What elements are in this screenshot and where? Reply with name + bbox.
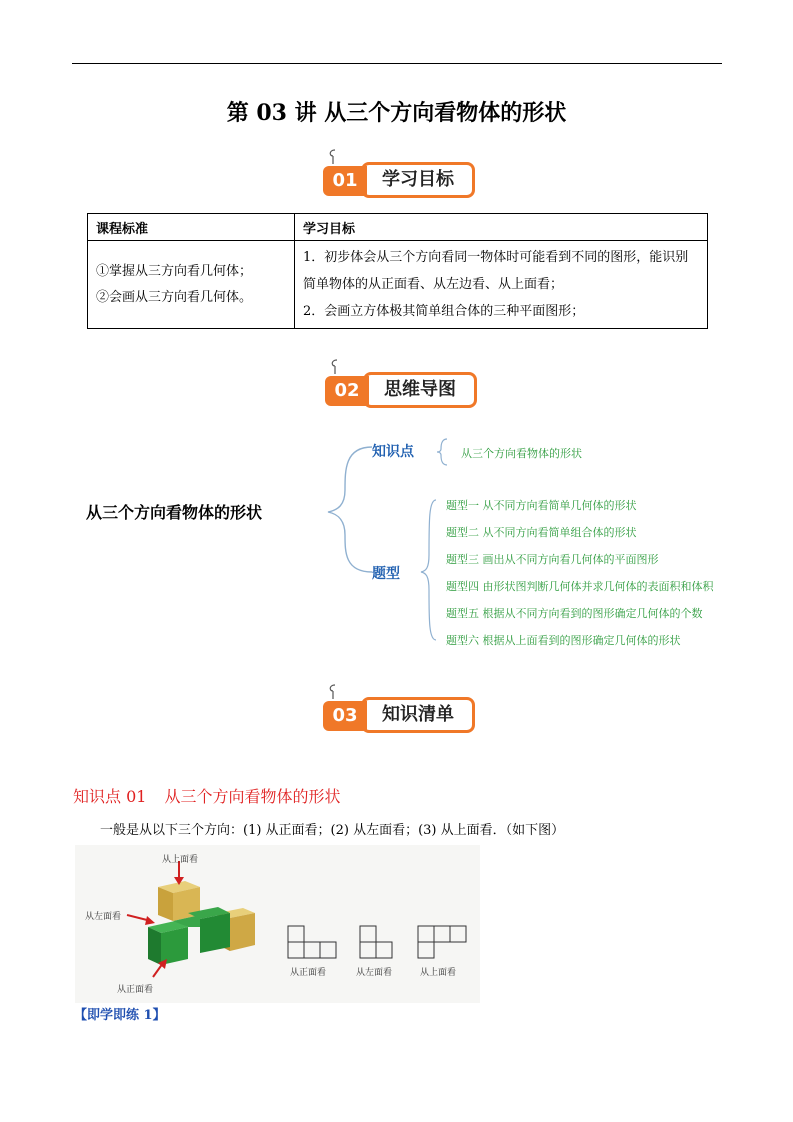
standard-item: ①掌握从三方向看几何体； bbox=[96, 263, 253, 279]
page-title: 第 03 讲 从三个方向看物体的形状 bbox=[226, 100, 567, 126]
section-number: 01 bbox=[323, 166, 367, 196]
mind-map-leaf: 题型三 画出从不同方向看几何体的平面图形 bbox=[446, 553, 659, 566]
mind-map-leaf: 题型五 根据从不同方向看到的图形确定几何体的个数 bbox=[446, 607, 703, 620]
cube-figure bbox=[75, 845, 480, 1003]
mind-map-branch-knowledge: 知识点 bbox=[372, 444, 414, 460]
section-number: 03 bbox=[323, 701, 367, 731]
figure-label-left: 从左面看 bbox=[85, 912, 122, 922]
mind-map-leaf: 题型二 从不同方向看简单组合体的形状 bbox=[446, 526, 637, 539]
table-header: 课程标准 bbox=[88, 214, 295, 241]
mind-map-leaf: 题型四 由形状图判断几何体并求几何体的表面积和体积 bbox=[446, 580, 714, 593]
hook-icon bbox=[327, 683, 339, 699]
objective-item: 1．初步体会从三个方向看同一物体时可能看到不同的图形，能识别简单物体的从正面看、从左边看、从上面看； bbox=[303, 250, 689, 292]
standard-item: ②会画从三方向看几何体。 bbox=[96, 289, 253, 305]
view-caption: 从左面看 bbox=[356, 968, 393, 978]
mind-map-leaf: 从三个方向看物体的形状 bbox=[461, 447, 582, 460]
section-label: 知识清单 bbox=[361, 697, 475, 733]
section-label: 学习目标 bbox=[361, 162, 475, 198]
mind-map-branch-types: 题型 bbox=[372, 566, 400, 582]
mind-map-root: 从三个方向看物体的形状 bbox=[86, 503, 263, 522]
knowledge-heading bbox=[73, 784, 340, 807]
section-number: 02 bbox=[325, 376, 369, 406]
knowledge-number: 知识点 01 bbox=[73, 787, 147, 806]
objective-item: 2．会画立方体极其简单组合体的三种平面图形； bbox=[303, 304, 585, 319]
exercise-label: 【即学即练 1】 bbox=[74, 1008, 166, 1023]
figure-label-top: 从上面看 bbox=[162, 855, 199, 865]
view-caption: 从上面看 bbox=[420, 968, 457, 978]
mind-map-leaf: 题型六 根据从上面看到的图形确定几何体的形状 bbox=[446, 634, 681, 647]
knowledge-title: 从三个方向看物体的形状 bbox=[164, 787, 341, 806]
mind-map-leaf: 题型一 从不同方向看简单几何体的形状 bbox=[446, 499, 637, 512]
figure-label-front: 从正面看 bbox=[117, 985, 154, 995]
knowledge-paragraph: 一般是从以下三个方向：(1) 从正面看；(2) 从左面看；(3) 从上面看．（如下图） bbox=[100, 823, 565, 838]
section-badge-03 bbox=[323, 695, 473, 733]
table-header: 学习目标 bbox=[295, 214, 708, 241]
view-caption: 从正面看 bbox=[290, 968, 327, 978]
section-label: 思维导图 bbox=[363, 372, 477, 408]
